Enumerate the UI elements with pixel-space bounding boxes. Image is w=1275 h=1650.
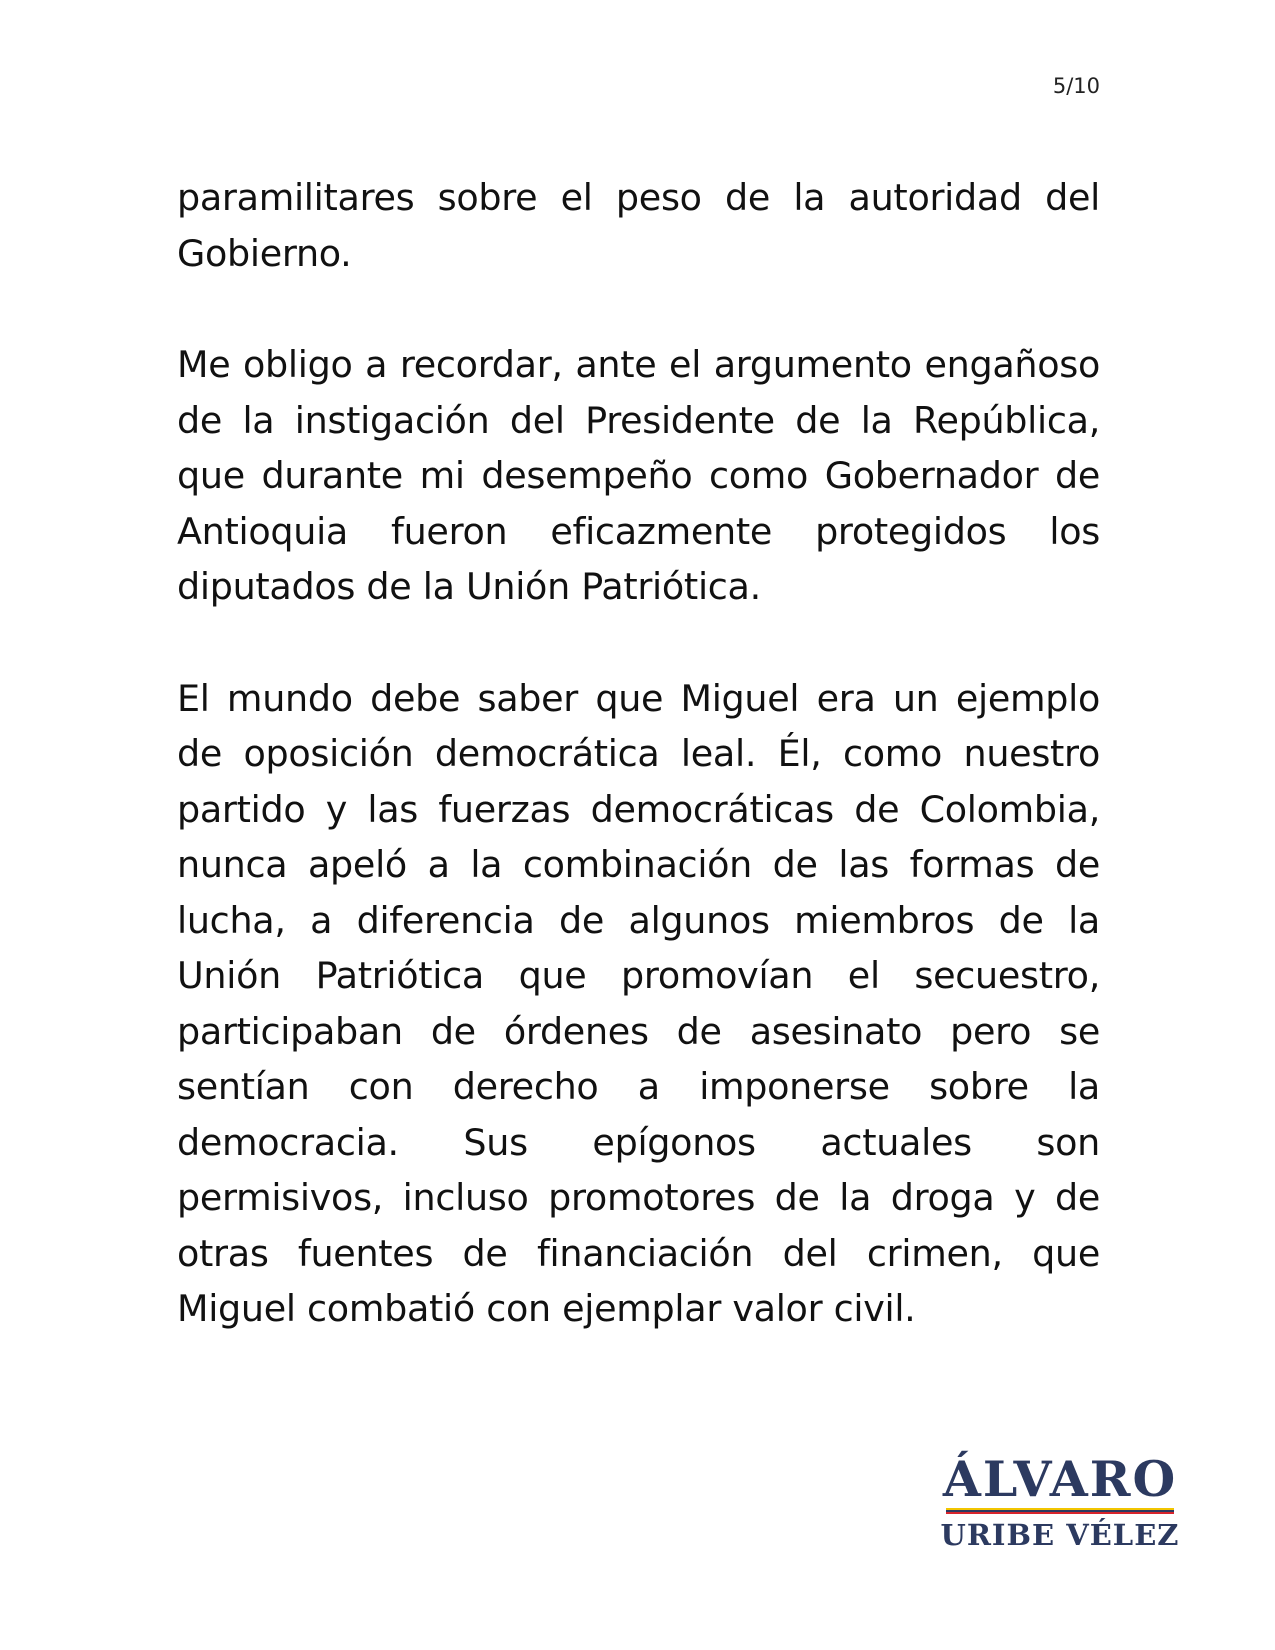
logo-first-name: ÁLVARO bbox=[942, 1450, 1178, 1508]
logo-color-stripes bbox=[946, 1508, 1174, 1514]
page-number: 5/10 bbox=[1052, 74, 1100, 98]
signature-logo bbox=[940, 1452, 1180, 1552]
paragraph-2: Me obligo a recordar, ante el argumento engañoso de la instigación del Presidente de la República, que durante mi desempeño como Gobernador de Antioquia fueron eficazmente protegidos los diputados de la Unión Patriótica. bbox=[177, 343, 1100, 608]
logo-last-name: URIBE VÉLEZ bbox=[940, 1518, 1180, 1552]
paragraph-1: paramilitares sobre el peso de la autoridad del Gobierno. bbox=[177, 176, 1100, 275]
letter-body bbox=[177, 170, 1100, 1393]
logo-stripe-red bbox=[946, 1512, 1174, 1514]
paragraph-3: El mundo debe saber que Miguel era un ejemplo de oposición democrática leal. Él, como nuestro partido y las fuerzas democráticas de Colombia, nunca apeló a la combinación de las formas de lucha, a diferencia de algunos miembros de la Unión Patriótica que promovían el secuestro, participaban de órdenes de asesinato pero se sentían con derecho a imponerse sobre la democracia. Sus epígonos actuales son permisivos, incluso promotores de la droga y de otras fuentes de financiación del crimen, que Miguel combatió con ejemplar valor civil. bbox=[177, 676, 1100, 1330]
